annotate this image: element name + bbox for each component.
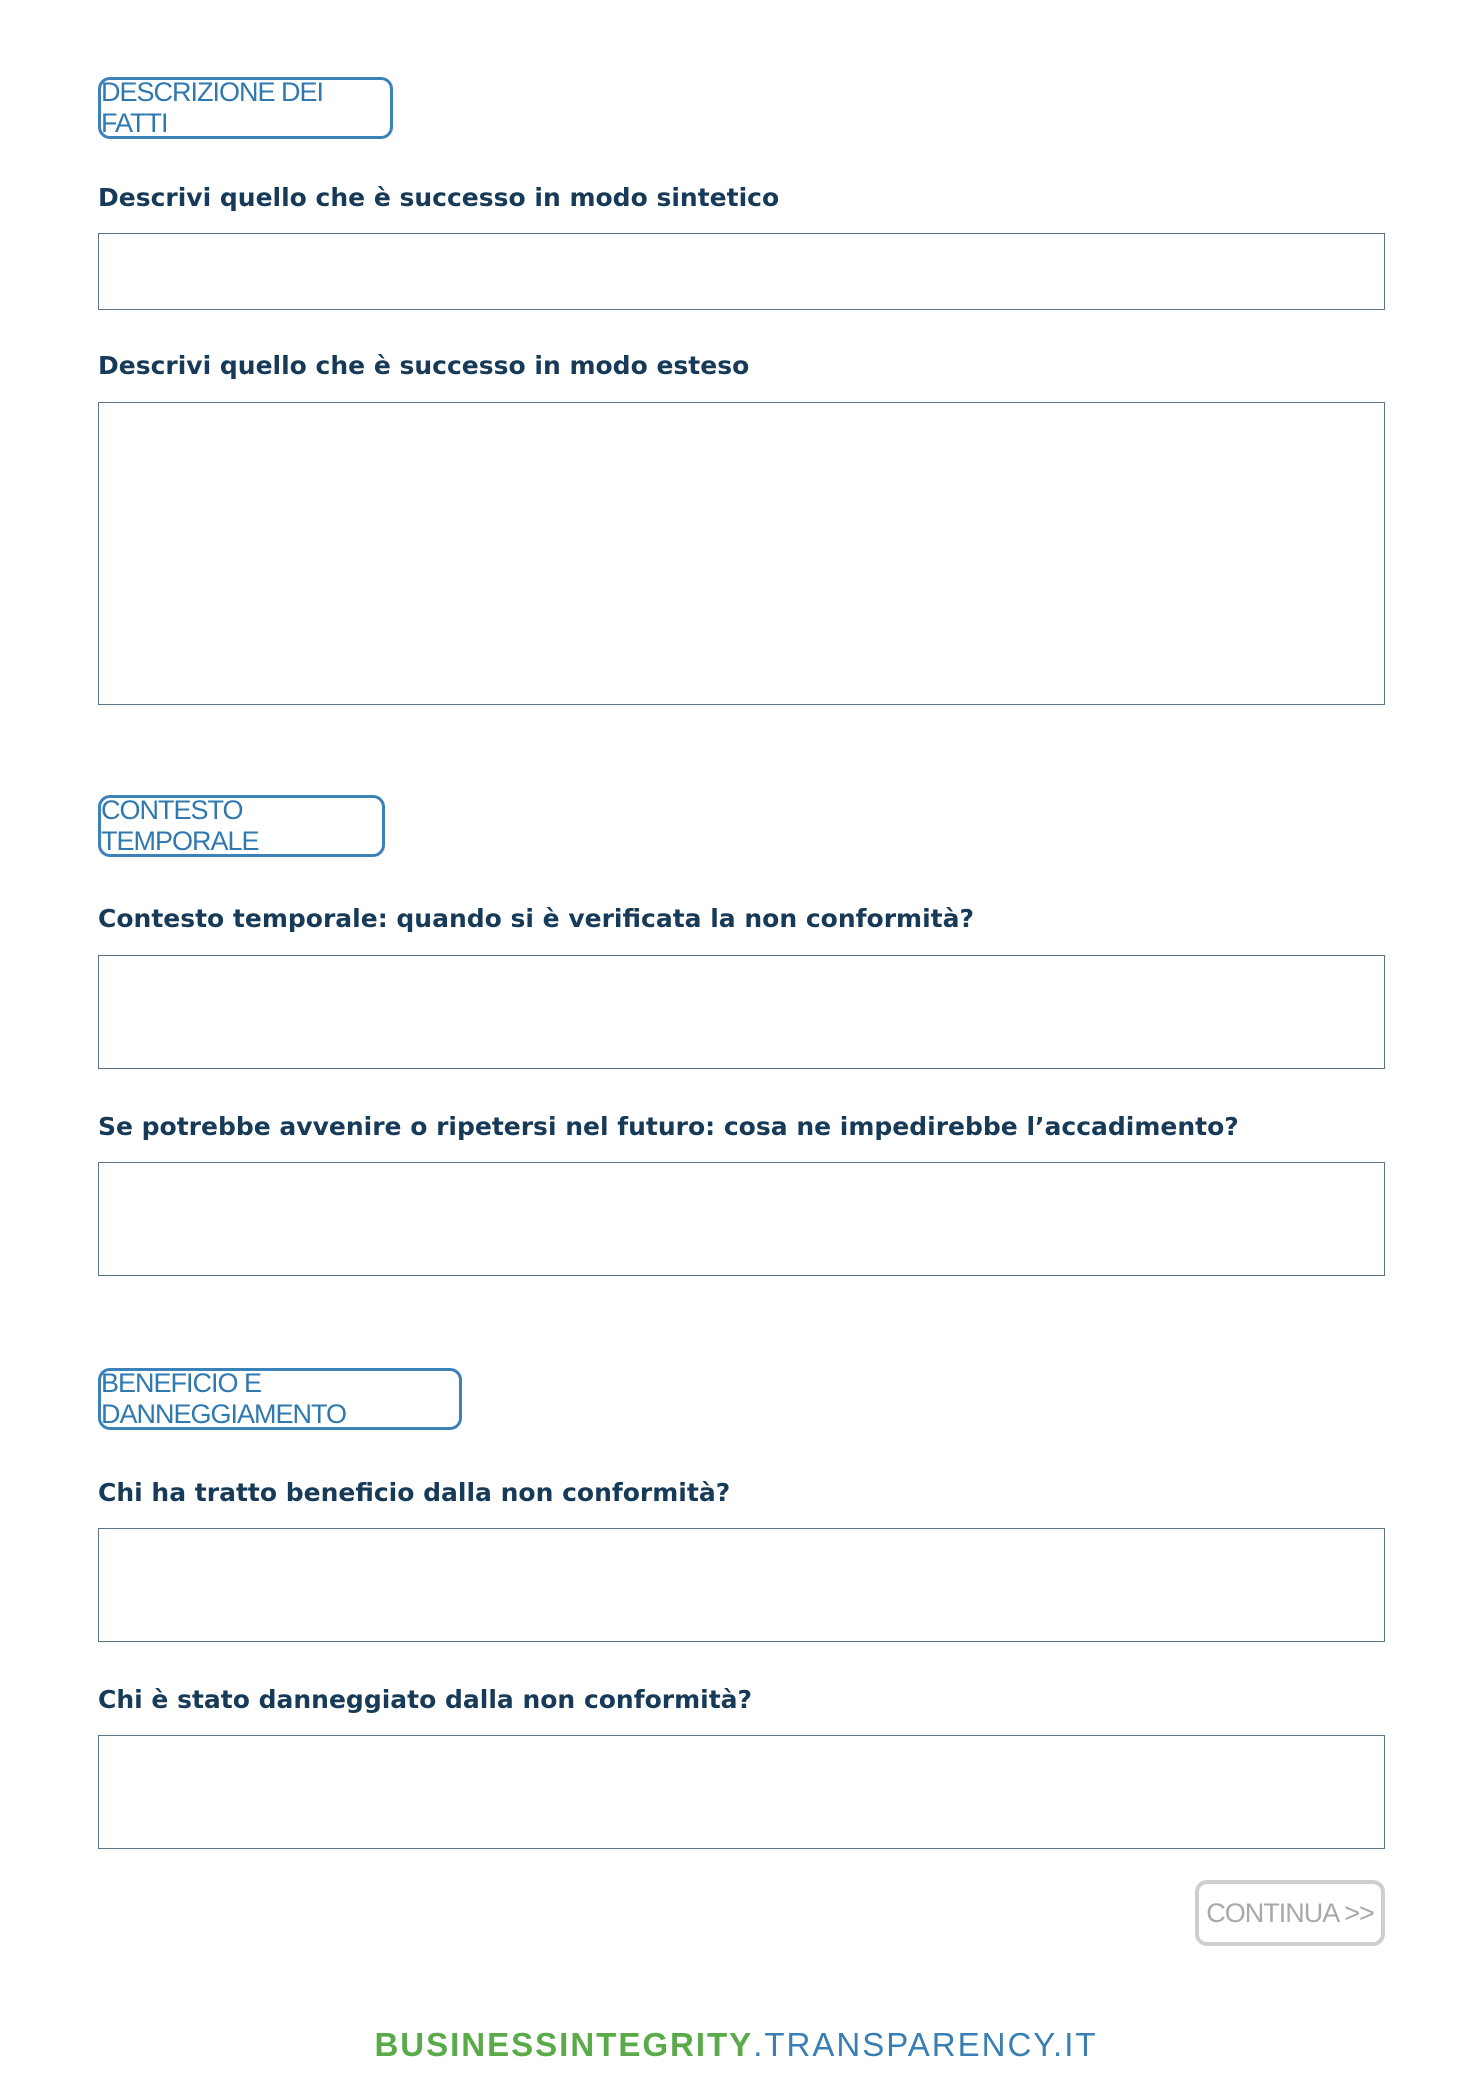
section-badge-beneficio-e-danneggiamento: BENEFICIO E DANNEGGIAMENTO bbox=[98, 1368, 462, 1430]
section-badge-contesto-temporale: CONTESTO TEMPORALE bbox=[98, 795, 385, 857]
beneficio-input[interactable] bbox=[98, 1528, 1385, 1642]
esteso-textarea[interactable] bbox=[98, 402, 1385, 705]
question-label-sintetico: Descrivi quello che è successo in modo sintetico bbox=[98, 183, 780, 212]
question-label-futuro: Se potrebbe avvenire o ripetersi nel futuro: cosa ne impedirebbe l’accadimento? bbox=[98, 1112, 1239, 1141]
continue-button[interactable]: CONTINUA >> bbox=[1195, 1880, 1385, 1946]
footer-brand bbox=[0, 2026, 1472, 2064]
question-label-beneficio: Chi ha tratto beneficio dalla non conformità? bbox=[98, 1478, 731, 1507]
question-label-danneggiato: Chi è stato danneggiato dalla non conformità? bbox=[98, 1685, 753, 1714]
quando-input[interactable] bbox=[98, 955, 1385, 1069]
section-badge-descrizione-dei-fatti: DESCRIZIONE DEI FATTI bbox=[98, 77, 393, 139]
futuro-input[interactable] bbox=[98, 1162, 1385, 1276]
question-label-quando: Contesto temporale: quando si è verificata la non conformità? bbox=[98, 904, 974, 933]
footer-brand-light: .TRANSPARENCY.IT bbox=[753, 2026, 1098, 2063]
question-label-esteso: Descrivi quello che è successo in modo esteso bbox=[98, 351, 750, 380]
danneggiato-input[interactable] bbox=[98, 1735, 1385, 1849]
sintetico-input[interactable] bbox=[98, 233, 1385, 310]
footer-brand-bold: BUSINESSINTEGRITY bbox=[374, 2026, 754, 2063]
